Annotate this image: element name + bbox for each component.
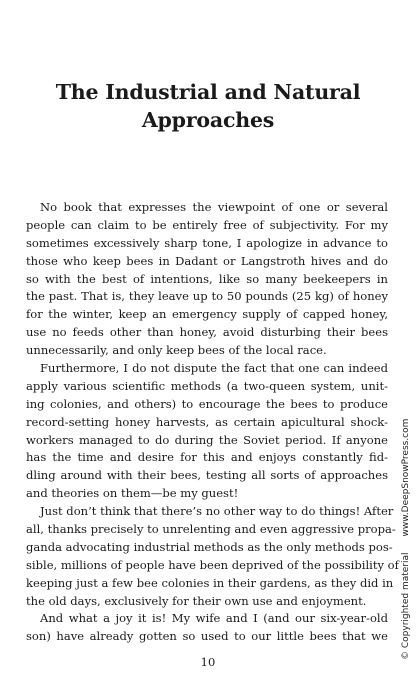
text-line: those who keep bees in Dadant or Langstroth hives and do — [26, 253, 388, 268]
chapter-title-line-1: The Industrial and Natural — [55, 80, 361, 104]
text-line: ganda advocating industrial methods as the only methods pos- — [26, 539, 393, 554]
body-text — [26, 199, 399, 646]
text-line: people can claim to be entirely free of subjectivity. For my — [26, 217, 388, 232]
publisher-website: www.DeepSnowPress.com — [401, 418, 411, 537]
text-line: record-setting honey harvests, as certain apicultural shock- — [26, 414, 388, 429]
text-line: sible, millions of people have been deprived of the possibility of — [26, 557, 399, 572]
text-line: sometimes excessively sharp tone, I apologize in advance to — [26, 235, 388, 250]
text-line: use no feeds other than honey, avoid disturbing their bees — [26, 325, 388, 340]
text-line: son) have already gotten so used to our little bees that we — [26, 629, 388, 644]
text-line: And what a joy it is! My wife and I (and our six-year-old — [40, 611, 388, 626]
copyright-watermark — [401, 419, 411, 660]
text-line: keeping just a few bee colonies in their gardens, as they did in — [26, 575, 394, 590]
text-line: and theories on them—be my guest! — [26, 486, 239, 501]
chapter-title — [20, 78, 396, 134]
text-line: for the winter, keep an emergency supply of capped honey, — [26, 307, 388, 322]
text-line: the past. That is, they leave up to 50 pounds (25 kg) of honey — [26, 289, 388, 304]
text-line: Furthermore, I do not dispute the fact that one can indeed — [40, 361, 388, 376]
text-line: workers managed to do during the Soviet period. If anyone — [26, 432, 388, 447]
text-line: ing colonies, and others) to encourage the bees to produce — [26, 396, 388, 411]
text-line: all, thanks precisely to unrelenting and even aggressive propa- — [26, 522, 396, 537]
text-line: apply various scientific methods (a two-queen system, unit- — [26, 378, 388, 393]
text-line: unnecessarily, and only keep bees of the local race. — [26, 343, 327, 358]
text-line: has the time and desire for this and enjoys constantly fid- — [26, 450, 388, 465]
chapter-title-line-2: Approaches — [141, 108, 275, 132]
copyright-notice: © Copyrighted material — [401, 552, 411, 660]
page-number: 10 — [200, 655, 216, 669]
text-line: No book that expresses the viewpoint of one or several — [40, 200, 388, 214]
text-line: the old days, exclusively for their own use and enjoyment. — [26, 593, 367, 608]
text-line: dling around with their bees, testing all sorts of approaches — [26, 468, 388, 483]
text-line: Just don’t think that there’s no other way to do things! After — [40, 504, 394, 519]
text-line: so with the best of intentions, like so many beekeepers in — [26, 271, 388, 286]
